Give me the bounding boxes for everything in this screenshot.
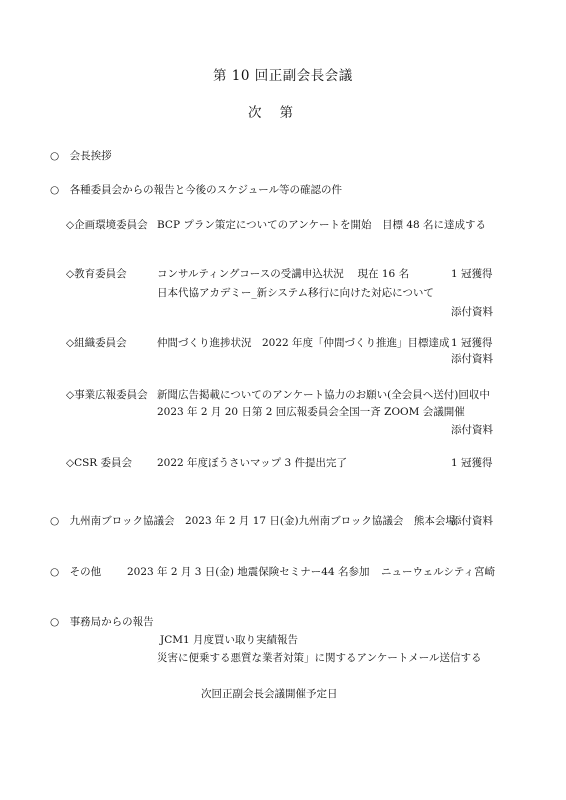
- committee-label-jigyo: ◇事業広報委員会: [66, 389, 148, 401]
- committee-label-soshiki: ◇組織委員会: [66, 337, 127, 349]
- committee-report-kyoiku-2: 日本代協アカデミー_新システム移行に向けた対応について: [157, 287, 434, 299]
- agenda-item-other: ○ その他: [50, 566, 102, 578]
- attachment-kyoiku: 添付資料: [451, 306, 493, 318]
- other-venue: ニューウェルシティ宮崎: [381, 566, 495, 578]
- document-title: 第 10 回正副会長会議: [213, 68, 353, 84]
- committee-label-csr: ◇CSR 委員会: [66, 457, 133, 469]
- committee-report-kyoiku: コンサルティングコースの受講申込状況 現在 16 名: [157, 268, 410, 280]
- other-seminar: 2023 年 2 月 3 日(金) 地震保険セミナー44 名参加: [127, 566, 370, 578]
- office-report-2: 災害に便乗する悪質な業者対策」に関するアンケートメール送信する: [157, 652, 482, 664]
- attachment-soshiki: 添付資料: [451, 353, 493, 365]
- award-soshiki: 1 冠獲得: [451, 337, 493, 349]
- award-csr: 1 冠獲得: [451, 457, 493, 469]
- attachment-jigyo: 添付資料: [451, 424, 493, 436]
- committee-report-soshiki: 仲間づくり進捗状況 2022 年度「仲間づくり推進」目標達成: [157, 337, 450, 349]
- committee-label-kyoiku: ◇教育委員会: [66, 268, 127, 280]
- committee-label-kikaku: ◇企画環境委員会: [66, 219, 148, 231]
- agenda-item-office: ○ 事務局からの報告: [50, 616, 154, 628]
- committee-report-csr: 2022 年度ぼうさいマップ 3 件提出完了: [157, 457, 347, 469]
- award-kyoiku: 1 冠獲得: [451, 268, 493, 280]
- agenda-item-greeting: ○ 会長挨拶: [50, 150, 112, 162]
- agenda-item-committees: ○ 各種委員会からの報告と今後のスケジュール等の確認の件: [50, 184, 343, 196]
- agenda-item-kyushu: ○ 九州南ブロック協議会 2023 年 2 月 17 日(金)九州南ブロック協議会 熊本会場: [50, 515, 456, 527]
- committee-report-jigyo-2: 2023 年 2 月 20 日第 2 回広報委員会全国一斉 ZOOM 会議開催: [157, 406, 465, 418]
- next-meeting-date: 次回正副会長会議開催予定日: [201, 688, 338, 700]
- attachment-kyushu: 添付資料: [451, 515, 493, 527]
- office-report-1: JCM1 月度買い取り実績報告: [160, 634, 299, 646]
- committee-report-jigyo: 新聞広告掲載についてのアンケート協力のお願い(全会員へ送付)回収中: [157, 389, 490, 401]
- committee-report-kikaku: BCP プラン策定についてのアンケートを開始 目標 48 名に達成する: [157, 219, 487, 231]
- document-subtitle: 次第: [248, 105, 311, 121]
